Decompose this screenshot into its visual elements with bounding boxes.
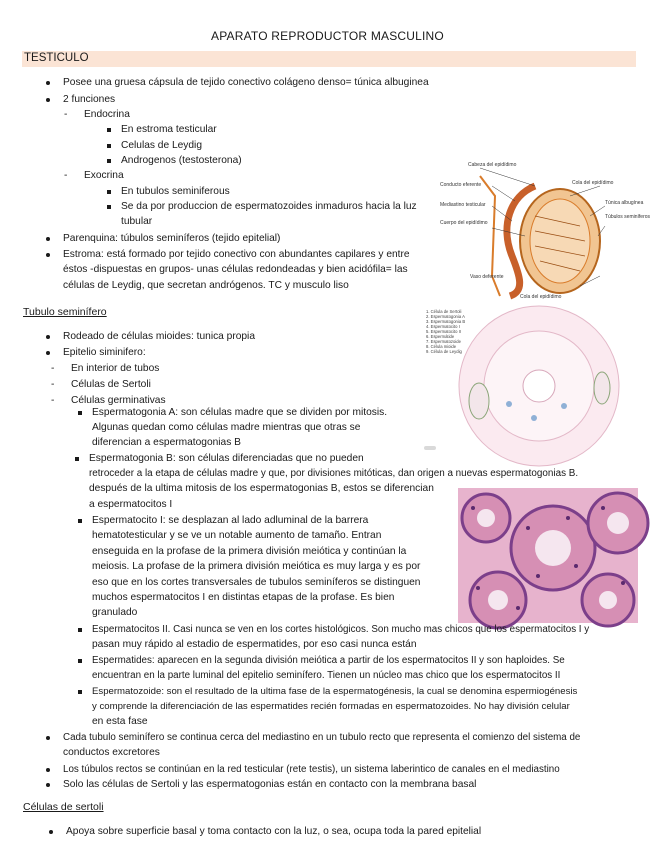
list-item-cont: y comprende la diferenciación de las espermatides recién formadas en espermatozoides. No hay división celular bbox=[92, 701, 570, 712]
fig1-label: Cola del epidídimo bbox=[572, 180, 614, 186]
page-title: APARATO REPRODUCTOR MASCULINO bbox=[211, 29, 444, 43]
section-header-testiculo bbox=[22, 51, 636, 67]
fig1-label: Conducto eferente bbox=[440, 182, 482, 188]
list-item-cont: enseguida en la profase de la primera división meiótica y continúan la bbox=[92, 546, 407, 557]
list-item-cont: muchos espermatocitos I en distintas etapas de la profase. Es bien bbox=[92, 592, 395, 603]
list-item: Espermatocito I: se desplazan al lado adluminal de la barrera bbox=[92, 515, 369, 526]
fig1-label: Cuerpo del epidídimo bbox=[440, 220, 488, 226]
section-title-sertoli: Células de sertoli bbox=[23, 801, 104, 813]
list-item: Epitelio siminifero: bbox=[63, 347, 146, 358]
list-item: - Células germinativas bbox=[71, 394, 166, 408]
fig1-label: Túbulos seminíferos bbox=[605, 214, 651, 220]
fig2-legend: 6. Espermátide bbox=[426, 334, 455, 339]
list-item: En estroma testicular bbox=[121, 124, 217, 135]
list-item: Espermatides: aparecen en la segunda división meiótica a partir de los espermatocitos II y son haploides. Se bbox=[92, 655, 565, 666]
list-item: Se da por produccion de espermatozoides inmaduros hacia la luz bbox=[121, 201, 417, 212]
list-item-cont: hematotesticular y se ve un notable aumento de tamaño. Entran bbox=[92, 530, 382, 541]
fig2-legend: 8. Célula mioide bbox=[426, 344, 457, 349]
list-item-cont: a espermatocitos I bbox=[89, 499, 173, 510]
tubule-schematic-figure bbox=[424, 306, 610, 454]
fig2-legend: 1. Célula de Sertoli bbox=[426, 309, 462, 314]
list-item: Los túbulos rectos se continúan en la red testicular (rete testis), un sistema laberintico de canales en el mediastino bbox=[63, 764, 560, 775]
fig1-label: Mediastino testicular bbox=[440, 202, 486, 208]
fig2-legend: 7. Espermatozoide bbox=[426, 339, 461, 344]
list-item-cont: tubular bbox=[121, 216, 153, 227]
testis-diagram-figure bbox=[440, 156, 651, 306]
list-item: Espermatogonia A: son células madre que se dividen por mitosis. bbox=[92, 407, 388, 418]
list-item: Solo las células de Sertoli y las espermatogonias están en contacto con la membrana basal bbox=[63, 779, 477, 790]
list-item: - Endocrina bbox=[84, 108, 130, 122]
fig2-legend: 3. Espermatogonia B bbox=[426, 319, 466, 324]
list-item: Espermatocitos II. Casi nunca se ven en los cortes histológicos. Son mucho mas chicos que los espermatocitos I y bbox=[92, 624, 590, 635]
section-title-tubulo: Tubulo seminífero bbox=[23, 306, 107, 318]
list-item: Espermatozoide: son el resultado de la ultima fase de la espermatogénesis, la cual se denomina espermiogénesis bbox=[92, 686, 578, 697]
list-item: - En interior de tubos bbox=[71, 362, 159, 376]
list-item-cont: después de la ultima mitosis de los espermatogonias B, estos se diferencian bbox=[89, 483, 434, 494]
list-item: - Células de Sertoli bbox=[71, 378, 151, 392]
fig1-label: Cola del epidídimo bbox=[520, 294, 562, 300]
list-item-cont: encuentran en la parte luminal del epitelio seminífero. Tienen un núcleo mas chico que los espermatocitos II bbox=[92, 670, 561, 681]
list-item: En tubulos seminiferous bbox=[121, 186, 230, 197]
list-item-cont: eso que en los cortes transversales de tubulos seminíferos se distinguen bbox=[92, 577, 421, 588]
list-item-cont: éstos -dispuestas en grupos- unas células redondeadas y bien acidófila= las bbox=[63, 264, 408, 275]
list-item-cont: pasan muy rápido al estadio de espermatides, por eso casi nunca están bbox=[92, 639, 417, 650]
list-item-cont: diferencian a espermatogonias B bbox=[92, 437, 241, 448]
section-title-testiculo: TESTICULO bbox=[24, 52, 89, 64]
fig1-label: Cabeza del epidídimo bbox=[468, 162, 517, 168]
list-item: Androgenos (testosterona) bbox=[121, 155, 242, 166]
list-item-cont: células de Leydig, que secretan andrógenos. TC y musculo liso bbox=[63, 280, 349, 291]
list-item: 2 funciones bbox=[63, 94, 116, 105]
list-item: - Exocrina bbox=[84, 169, 124, 183]
list-item: Rodeado de células mioides: tunica propia bbox=[63, 331, 255, 342]
list-item-cont: conductos excretores bbox=[63, 747, 160, 758]
list-item: Cada tubulo seminífero se continua cerca del mediastino en un tubulo recto que representa el comienzo del sistema de bbox=[63, 732, 581, 743]
fig2-legend: 9. Célula de Leydig bbox=[426, 349, 462, 354]
fig1-label: Túnica albugínea bbox=[605, 200, 644, 206]
list-item-cont: retroceder a la etapa de células madre y que, por divisiones mitóticas, dan origen a nuevas espermatogonias B. bbox=[89, 468, 579, 479]
list-item-cont: granulado bbox=[92, 607, 138, 618]
list-item: Posee una gruesa cápsula de tejido conectivo colágeno denso= túnica albuginea bbox=[63, 77, 429, 88]
list-item: Estroma: está formado por tejido conectivo con abundantes capilares y entre bbox=[63, 249, 410, 260]
fig1-label: Vaso deferente bbox=[470, 274, 504, 280]
list-item-cont: Algunas quedan como células madre mientras que otras se bbox=[92, 422, 361, 433]
fig2-legend: 4. Espermatocito I bbox=[426, 324, 460, 329]
list-item-cont: en esta fase bbox=[92, 716, 148, 727]
list-item: Espermatogonia B: son células diferenciadas que no pueden bbox=[89, 453, 364, 464]
list-item: Celulas de Leydig bbox=[121, 140, 202, 151]
fig2-legend: 5. Espermatocito II bbox=[426, 329, 461, 334]
histology-micrograph-figure bbox=[458, 488, 638, 623]
list-item: Apoya sobre superficie basal y toma contacto con la luz, o sea, ocupa toda la pared epitelial bbox=[66, 826, 482, 837]
list-item: Parenquina: túbulos seminíferos (tejido epitelial) bbox=[63, 233, 281, 244]
fig2-legend: 2. Espermatogonia A bbox=[426, 314, 465, 319]
list-item-cont: meiosis. La profase de la primera división meiótica es muy larga y es por bbox=[92, 561, 421, 572]
